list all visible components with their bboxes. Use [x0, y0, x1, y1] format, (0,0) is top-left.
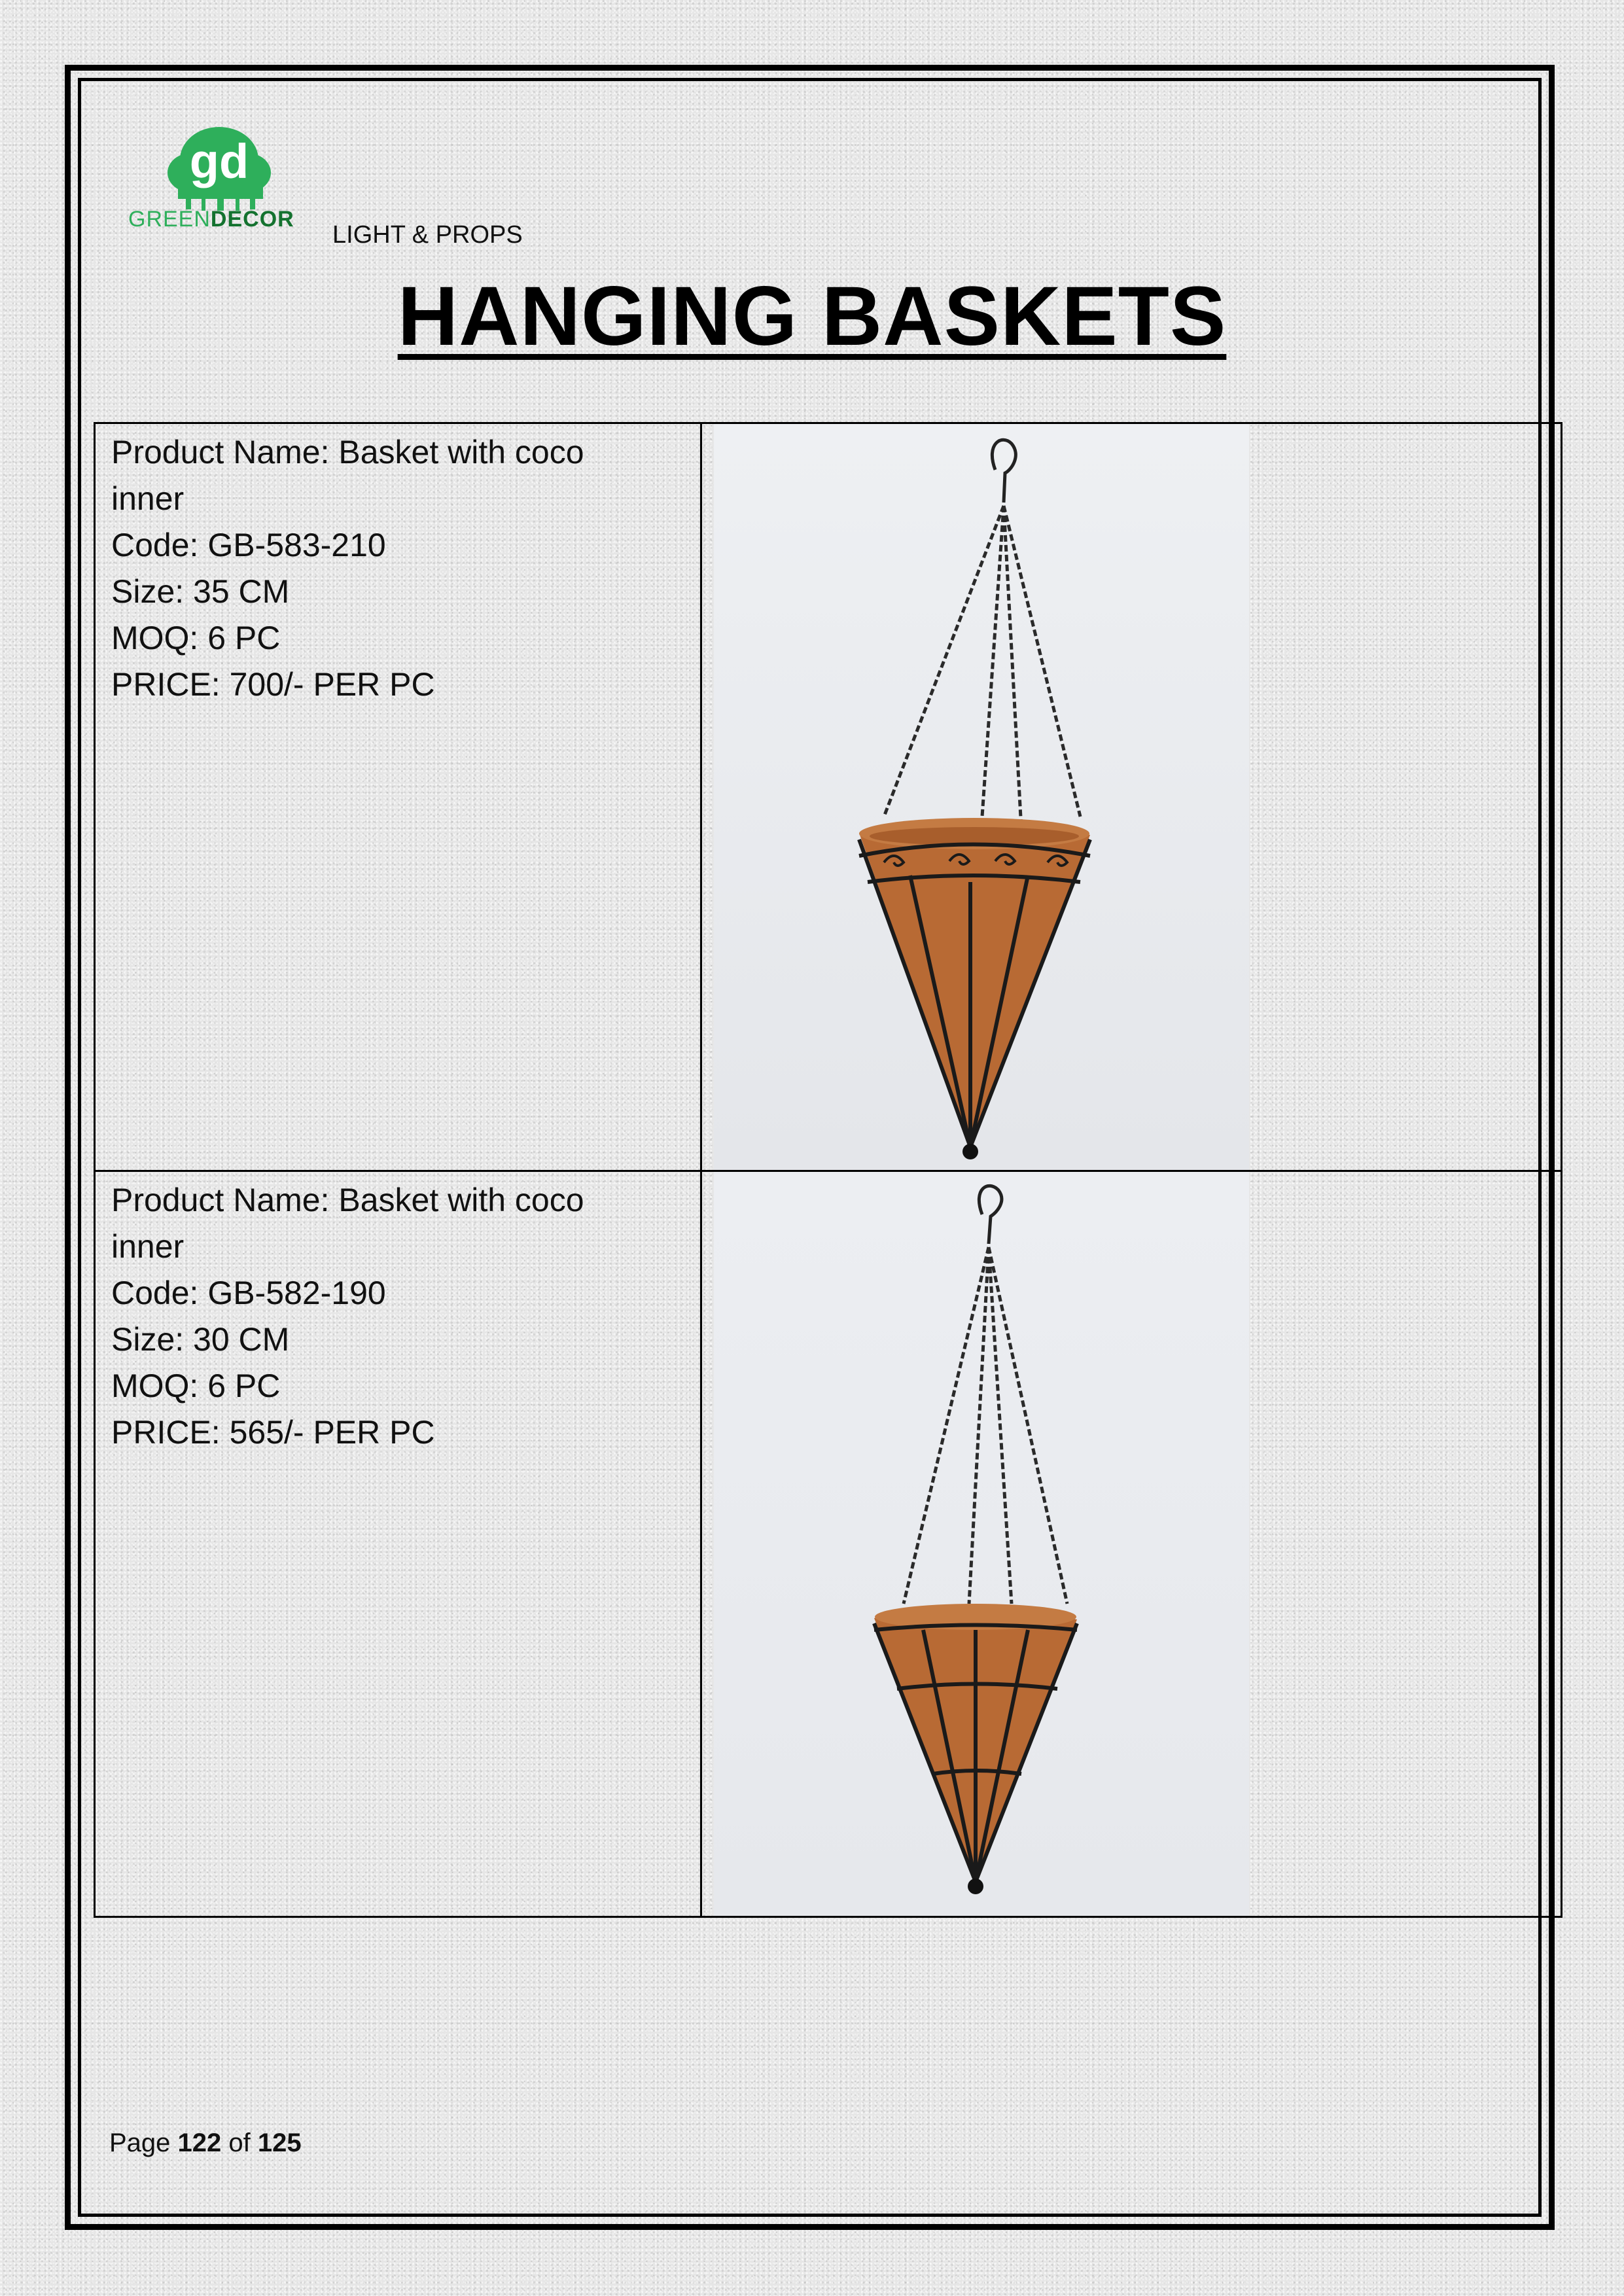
product-code: Code: GB-582-190 [111, 1275, 386, 1311]
page-number: Page 122 of 125 [109, 2128, 302, 2157]
product-name-cont: inner [111, 1228, 185, 1265]
product-size: Size: 35 CM [111, 573, 290, 610]
product-name: Product Name: Basket with coco [111, 1182, 584, 1218]
product-code: Code: GB-583-210 [111, 527, 386, 563]
logo-word-decor: DECOR [210, 207, 294, 232]
page-title: HANGING BASKETS [397, 270, 1227, 363]
product-name: Product Name: Basket with coco [111, 434, 584, 470]
logo-word-green: GREEN [128, 207, 211, 232]
product-photo [714, 424, 1249, 1170]
hanging-basket-image [714, 1172, 1249, 1916]
product-row [95, 1171, 1562, 1917]
product-table [94, 422, 1562, 1918]
product-name-cont: inner [111, 480, 185, 517]
product-price: PRICE: 565/- PER PC [111, 1414, 435, 1451]
product-info-cell [95, 423, 701, 1171]
page-total: 125 [257, 2128, 302, 2157]
page-current: 122 [177, 2128, 222, 2157]
product-moq: MOQ: 6 PC [111, 1368, 281, 1404]
product-moq: MOQ: 6 PC [111, 620, 281, 656]
product-row [95, 423, 1562, 1171]
product-photo [714, 1172, 1249, 1916]
product-photo-cell [701, 1171, 1562, 1917]
svg-text:gd: gd [189, 134, 249, 188]
page-title-wrap [0, 268, 1624, 364]
product-size: Size: 30 CM [111, 1321, 290, 1358]
product-photo-cell [701, 423, 1562, 1171]
logo-wordmark [128, 208, 294, 230]
catalog-subtitle: LIGHT & PROPS [332, 221, 523, 249]
hanging-basket-image [714, 424, 1249, 1170]
product-price: PRICE: 700/- PER PC [111, 666, 435, 703]
product-info-cell [95, 1171, 701, 1917]
